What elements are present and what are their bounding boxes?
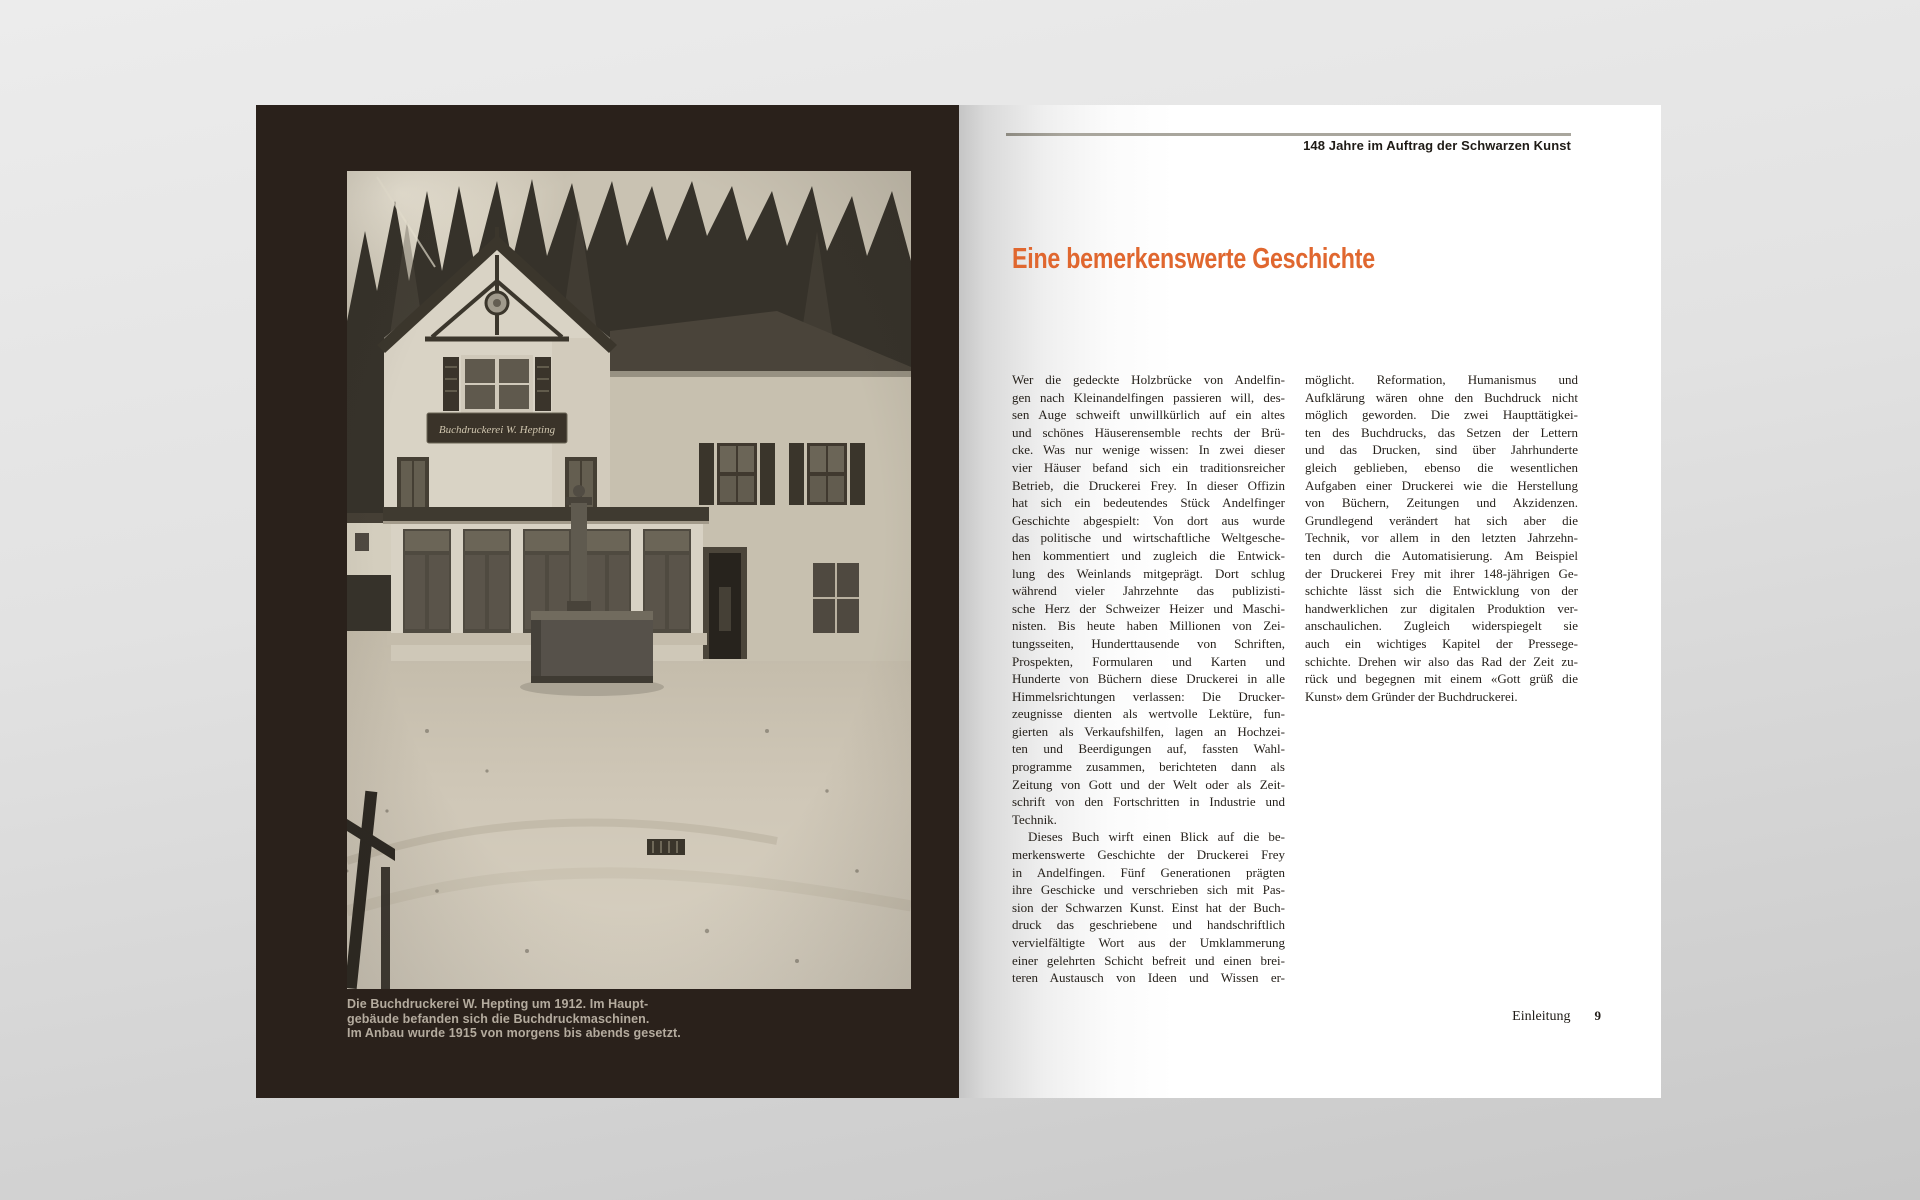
left-page	[256, 105, 959, 1098]
text-line: Wer die gedeckte Holzbrücke von Andelfin-	[1012, 372, 1285, 387]
running-head: 148 Jahre im Auftrag der Schwarzen Kunst	[1303, 138, 1571, 153]
text-line: von Büchern, Zeitungen und Akzidenzen.	[1305, 495, 1578, 511]
text-line: ihre Geschicke und verschrieben sich mit Pas-	[1012, 882, 1285, 898]
text-line: Betrieb, die Druckerei Frey. In dieser Offizin	[1012, 477, 1285, 493]
text-line: Geschichte abgespielt: Von dort aus wurde	[1012, 512, 1285, 528]
text-line: und das Drucken, sind über Jahrhunderte	[1305, 442, 1578, 458]
text-line: ten und Beerdigungen auf, fassten Wahl-	[1012, 741, 1285, 757]
text-line: Zeitung von Gott und der Welt oder als Zeit-	[1012, 776, 1285, 792]
text-line: vervielfältigte Wort aus der Umklammerung	[1012, 935, 1285, 950]
text-line: ten durch die Automatisierung. Am Beispiel	[1305, 547, 1578, 563]
text-line: gleich geblieben, ebenso die wesentlichen	[1305, 459, 1578, 475]
text-line: Grundlegend verändert hat sich aber die	[1305, 512, 1578, 528]
photo-vignette	[347, 171, 911, 989]
text-line: hen kommentiert und zugleich die Entwick-	[1012, 547, 1285, 563]
text-line: und schönes Häuserensemble rechts der Brü-	[1012, 424, 1285, 440]
text-line: sche Herz der Schweizer Heizer und Maschi-	[1012, 600, 1285, 616]
historic-photo-buchdruckerei	[347, 171, 911, 989]
text-line: Dieses Buch wirft einen Blick auf die be-	[1028, 829, 1285, 845]
text-line: in Andelfingen. Fünf Generationen prägten	[1012, 864, 1285, 880]
text-line: Himmelsrichtungen verlassen: Die Drucker-	[1012, 688, 1285, 704]
text-line: sion der Schwarzen Kunst. Einst hat der Buch-	[1012, 899, 1285, 915]
text-line: Im Anbau wurde 1915 von morgens bis abends gesetzt.	[347, 1026, 681, 1040]
text-line: Technik, vor allem in den letzten Jahrzehn-	[1305, 530, 1578, 546]
text-line: schrift von den Fortschritten in Industrie und	[1012, 794, 1285, 810]
body-column-2	[1305, 371, 1578, 987]
text-line: Technik.	[1012, 811, 1057, 827]
text-line: cke. Was nur wenige wissen: In zwei dieser	[1012, 442, 1285, 458]
text-line: merkenswerte Geschichte der Druckerei Frey	[1012, 847, 1285, 863]
text-line: ten des Buchdrucks, das Setzen der Lettern	[1305, 424, 1578, 440]
text-line: lung des Weinlands mitgeprägt. Dort schlug	[1012, 565, 1285, 581]
header-rule	[1006, 133, 1571, 136]
text-line: programme zusammen, berichteten dann als	[1012, 759, 1285, 775]
text-line: schichte lässt sich die Entwicklung von der	[1305, 583, 1578, 599]
text-line: sen Auge schweift unwillkürlich auf ein altes	[1012, 407, 1285, 423]
text-line: druck das geschriebene und handschriftlich	[1012, 917, 1285, 933]
text-line: gen nach Kleinandelfingen passieren will, des-	[1012, 389, 1285, 405]
text-line: teren Austausch von Ideen und Wissen er-	[1012, 970, 1285, 986]
text-line: möglich geworden. Die zwei Haupttätigkei-	[1305, 407, 1578, 423]
chapter-title: Eine bemerkenswerte Geschichte	[1012, 243, 1375, 275]
text-line: während vieler Jahrzehnte das publizisti-	[1012, 583, 1285, 599]
text-line: Die Buchdruckerei W. Hepting um 1912. Im Haupt-	[347, 997, 649, 1011]
text-line: zeugnisse dienten als wertvolle Lektüre, fun-	[1012, 706, 1285, 722]
page-footer	[1512, 1008, 1601, 1025]
text-line: gebäude befanden sich die Buchdruckmaschinen.	[347, 1011, 650, 1026]
photo-caption	[347, 997, 767, 1041]
text-line: Aufgaben einer Druckerei wie die Herstellung	[1305, 477, 1578, 493]
right-page	[959, 105, 1661, 1098]
text-line: Aufklärung wären ohne den Buchdruck nicht	[1305, 389, 1578, 405]
section-label: Einleitung	[1512, 1009, 1571, 1024]
text-line: rück und begegnen mit einem «Gott grüß die	[1305, 671, 1578, 687]
text-line: handwerklichen zur digitalen Produktion ver-	[1305, 600, 1578, 616]
body-column-1	[1012, 371, 1285, 987]
text-line: vier Häuser befand sich ein traditionsreicher	[1012, 459, 1285, 475]
text-line: möglicht. Reformation, Humanismus und	[1305, 372, 1578, 387]
text-line: einer gelehrten Schicht befreit und einen brei-	[1012, 952, 1285, 968]
page-number: 9	[1594, 1008, 1601, 1023]
text-line: Kunst» dem Gründer der Buchdruckerei.	[1305, 688, 1518, 704]
text-line: tungsseiten, Hunderttausende von Schriften,	[1012, 635, 1285, 651]
text-line: gierten als Verkaufshilfen, lagen an Hochzei-	[1012, 723, 1285, 739]
body-text	[1012, 371, 1578, 987]
text-line: der Druckerei Frey mit ihrer 148-jährigen Ge-	[1305, 565, 1578, 581]
text-line: schichte. Drehen wir also das Rad der Zeit zu-	[1305, 653, 1578, 669]
text-line: anschaulichen. Zugleich widerspiegelt sie	[1305, 618, 1578, 634]
text-line: das politische und wirtschaftliche Weltgesche-	[1012, 530, 1285, 546]
text-line: hat sich ein bedeutendes Stück Andelfinger	[1012, 495, 1285, 511]
text-line: nisten. Bis heute haben Millionen von Zei-	[1012, 618, 1285, 634]
text-line: Prospekten, Formularen und Karten und	[1012, 653, 1285, 669]
text-line: Hunderte von Büchern diese Druckerei in alle	[1012, 671, 1285, 687]
text-line: auch ein wichtiges Kapitel der Pressege-	[1305, 635, 1578, 651]
